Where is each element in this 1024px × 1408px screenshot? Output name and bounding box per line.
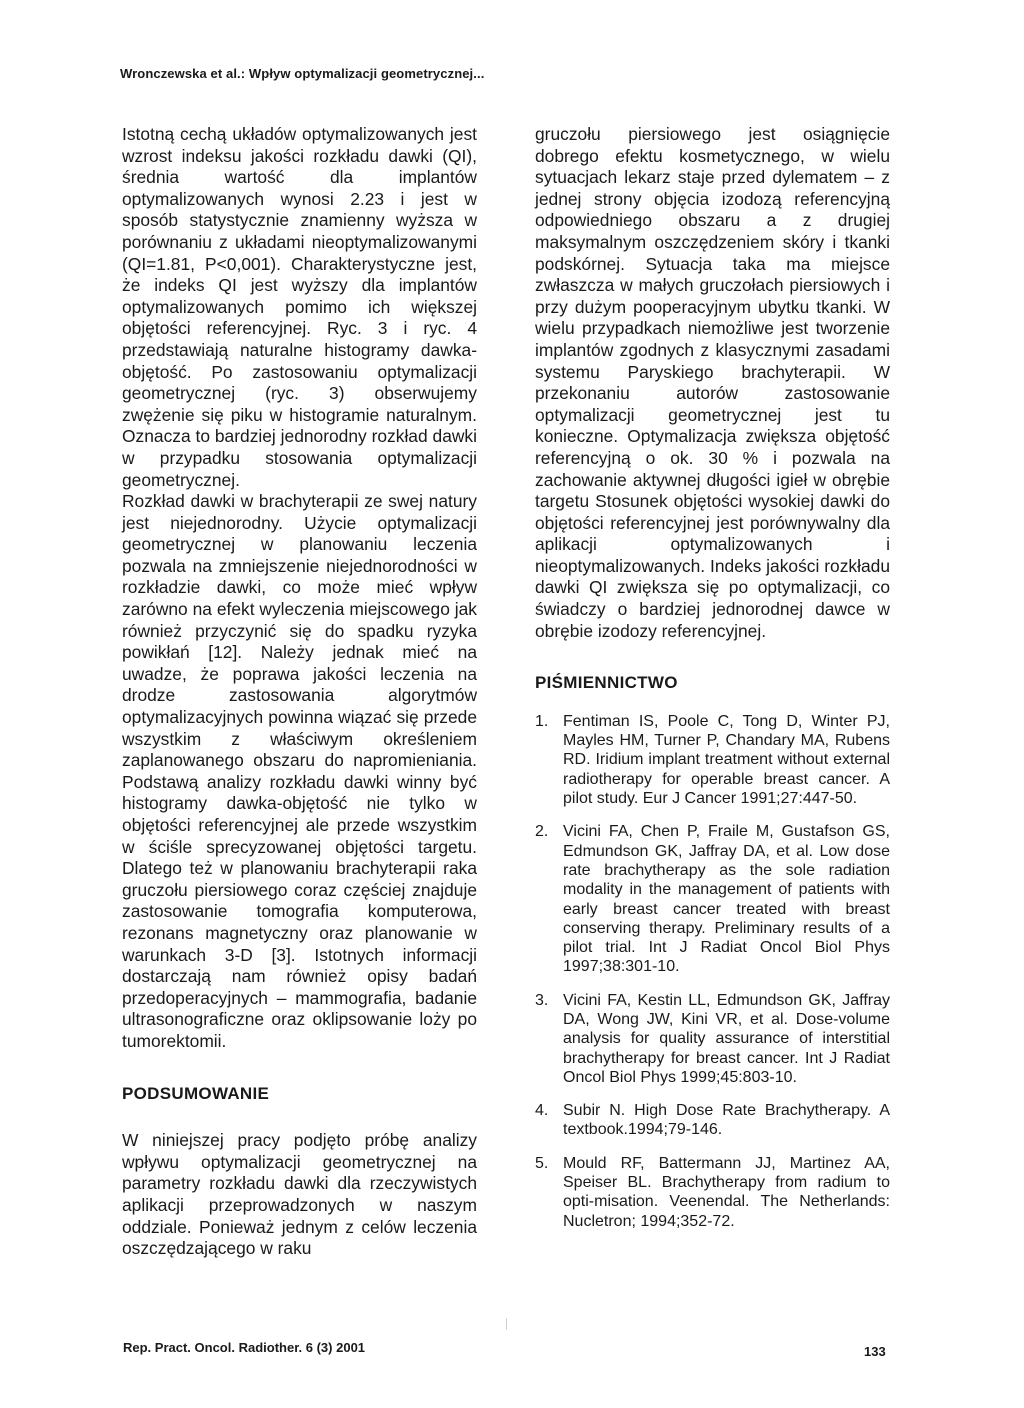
body-paragraph: Rozkład dawki w brachyterapii ze swej natury jest niejednorodny. Użycie optymalizacji geometrycznej w planowaniu leczenia pozwala na zmniejszenie niejednorodności w rozkładzie dawki, co może mieć wpływ zarówno na efekt wyleczenia miejscowego jak również przyczynić się do spadku ryzyka powikłań [12]. Należy jednak mieć na uwadze, że poprawa jakości leczenia na drodze zastosowania algorytmów optymalizacyjnych powinna wiązać się przede wszystkim z właściwym określeniem zaplanowanego obszaru do napromieniania. Podstawą analizy rozkładu dawki winny być histogramy dawka-objętość nie tylko w objętości referencyjnej ale przede wszystkim w ściśle sprecyzowanej objętości targetu. Dlatego też w planowaniu brachyterapii raka gruczołu piersiowego coraz częściej znajduje zastosowanie tomografia komputerowa, rezonans magnetyczny oraz planowanie w warunkach 3-D [3]. Istotnych informacji dostarczają nam również opisy badań przedoperacyjnych – mammografia, badanie ultrasonograficzne oraz oklipsowanie loży po tumorektomii. (122, 491, 477, 1051)
reference-item (535, 1154, 890, 1231)
reference-text: Vicini FA, Chen P, Fraile M, Gustafson GS, Edmundson GK, Jaffray DA, et al. Low dose rate brachytherapy as the sole radiation modality in the management of patients with early breast cancer treated with breast conserving therapy. Preliminary results of a pilot trial. Int J Radiat Oncol Biol Phys 1997;38:301-10. (563, 823, 890, 976)
section-heading-summary: PODSUMOWANIE (122, 1083, 270, 1103)
page-number: 133 (864, 1344, 886, 1359)
reference-text: Subir N. High Dose Rate Brachytherapy. A textbook.1994;79-146. (563, 1102, 890, 1139)
reference-item (535, 1101, 890, 1140)
right-column (535, 124, 890, 1245)
summary-paragraph: W niniejszej pracy podjęto próbę analizy wpływu optymalizacji geometrycznej na parametry rozkładu dawki dla rzeczywistych aplikacji przeprowadzonych w naszym oddziale. Ponieważ jednym z celów leczenia oszczędzającego w raku (122, 1130, 477, 1259)
reference-text: Vicini FA, Kestin LL, Edmundson GK, Jaffray DA, Wong JW, Kini VR, et al. Dose-volume analysis for quality assurance of interstitial brachytherapy for breast cancer. Int J Radiat Oncol Biol Phys 1999;45:803-10. (563, 991, 890, 1086)
body-paragraph: gruczołu piersiowego jest osiągnięcie dobrego efektu kosmetycznego, w wielu sytuacjach lekarz staje przed dylematem – z jednej strony objęcia izodozą referencyjną odpowiedniego obszaru a z drugiej maksymalnym oszczędzeniem skóry i tkanki podskórnej. Sytuacja taka ma miejsce zwłaszcza w małych gruczołach piersiowych i przy dużym pooperacyjnym ubytku tkanki. W wielu przypadkach niemożliwe jest tworzenie implantów zgodnych z klasycznymi zasadami systemu Paryskiego brachyterapii. W przekonaniu autorów zastosowanie optymalizacji geometrycznej jest tu konieczne. Optymalizacja zwiększa objętość referencyjną o ok. 30 % i pozwala na zachowanie aktywnej długości igieł w obrębie targetu Stosunek objętości wysokiej dawki do objętości referencyjnej jest porównywalny dla aplikacji optymalizowanych i nieoptymalizowanych. Indeks jakości rozkładu dawki QI zwiększa się po optymalizacji, co świadczy o bardziej jednorodnej dawce w obrębie izodozy referencyjnej. (535, 124, 890, 641)
body-paragraph: Istotną cechą układów optymalizowanych jest wzrost indeksu jakości rozkładu dawki (QI), średnia wartość dla implantów optymalizowanych wynosi 2.23 i jest w sposób statystycznie znamienny wyższa w porównaniu z układami nieoptymalizowanymi (QI=1.81, P<0,001). Charakterystyczne jest, że indeks QI jest wyższy dla implantów optymalizowanych pomimo ich większej objętości referencyjnej. Ryc. 3 i ryc. 4 przedstawiają naturalne histogramy dawka-objętość. Po zastosowaniu optymalizacji geometrycznej (ryc. 3) obserwujemy zwężenie się piku w histogramie naturalnym. Oznacza to bardziej jednorodny rozkład dawki w przypadku stosowania optymalizacji geometrycznej. (122, 124, 477, 490)
reference-text: Fentiman IS, Poole C, Tong D, Winter PJ, Mayles HM, Turner P, Chandary MA, Rubens RD. Iridium implant treatment without external radiotherapy for operable breast cancer. A pilot study. Eur J Cancer 1991;27:447-50. (563, 712, 890, 808)
running-head: Wronczewska et al.: Wpływ optymalizacji geometrycznej... (120, 66, 485, 81)
reference-item (535, 712, 890, 808)
reference-number: 5. (535, 1154, 549, 1172)
reference-text: Mould RF, Battermann JJ, Martinez AA, Speiser BL. Brachytherapy from radium to opti-misation. Veenendal. The Netherlands: Nucletron; 1994;352-72. (563, 1154, 890, 1230)
section-heading-references: PIŚMIENNICTWO (535, 673, 678, 693)
column-divider-mark (506, 1318, 507, 1330)
reference-number: 4. (535, 1102, 549, 1120)
reference-number: 2. (535, 823, 549, 841)
reference-item (535, 991, 890, 1087)
reference-number: 1. (535, 712, 549, 730)
reference-item (535, 822, 890, 976)
reference-list (535, 712, 890, 1231)
reference-number: 3. (535, 991, 549, 1009)
footer-journal-citation: Rep. Pract. Oncol. Radiother. 6 (3) 2001 (123, 1340, 366, 1355)
left-column (122, 124, 477, 1260)
